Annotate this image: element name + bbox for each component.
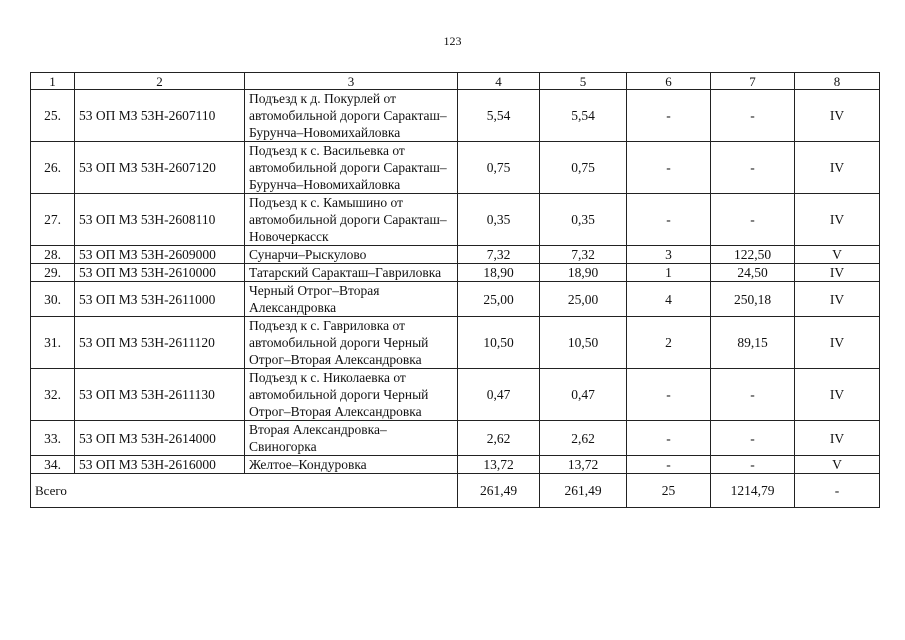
row-number: 26. [31,142,75,194]
table-row [31,246,880,264]
header-cell: 3 [245,73,458,90]
col5-value: 5,54 [540,90,627,142]
table-row [31,369,880,421]
col4-value: 0,75 [458,142,540,194]
col5-value: 13,72 [540,456,627,474]
col8-value: IV [795,142,880,194]
col6-value: - [627,194,711,246]
col6-value: 3 [627,246,711,264]
road-name: Вторая Александровка–Свиногорка [245,421,458,456]
col6-value: 4 [627,282,711,317]
row-number: 25. [31,90,75,142]
col6-value: 2 [627,317,711,369]
road-code: 53 ОП МЗ 53Н-2610000 [75,264,245,282]
header-cell: 6 [627,73,711,90]
col5-value: 0,75 [540,142,627,194]
col7-value: 250,18 [711,282,795,317]
col7-value: - [711,194,795,246]
col6-value: - [627,456,711,474]
table-row [31,317,880,369]
col7-value: - [711,90,795,142]
row-number: 28. [31,246,75,264]
total-col6: 25 [627,474,711,508]
col5-value: 25,00 [540,282,627,317]
col4-value: 18,90 [458,264,540,282]
road-name: Черный Отрог–Вторая Александровка [245,282,458,317]
col5-value: 0,47 [540,369,627,421]
col8-value: IV [795,369,880,421]
road-code: 53 ОП МЗ 53Н-2616000 [75,456,245,474]
total-col8: - [795,474,880,508]
total-row [31,474,880,508]
col4-value: 0,47 [458,369,540,421]
total-label: Всего [31,474,458,508]
col5-value: 18,90 [540,264,627,282]
col7-value: 122,50 [711,246,795,264]
col7-value: - [711,456,795,474]
road-code: 53 ОП МЗ 53Н-2607120 [75,142,245,194]
col4-value: 2,62 [458,421,540,456]
row-number: 34. [31,456,75,474]
table-row [31,456,880,474]
header-row [31,73,880,90]
col6-value: - [627,142,711,194]
col4-value: 7,32 [458,246,540,264]
table-row [31,282,880,317]
row-number: 27. [31,194,75,246]
road-name: Подъезд к с. Васильевка от автомобильной дороги Саракташ–Бурунча–Новомихайловка [245,142,458,194]
road-code: 53 ОП МЗ 53Н-2609000 [75,246,245,264]
road-code: 53 ОП МЗ 53Н-2614000 [75,421,245,456]
col6-value: 1 [627,264,711,282]
table-row [31,194,880,246]
col7-value: 89,15 [711,317,795,369]
row-number: 30. [31,282,75,317]
road-code: 53 ОП МЗ 53Н-2611000 [75,282,245,317]
road-code: 53 ОП МЗ 53Н-2611120 [75,317,245,369]
row-number: 29. [31,264,75,282]
col8-value: V [795,456,880,474]
col8-value: IV [795,421,880,456]
col7-value: - [711,421,795,456]
road-code: 53 ОП МЗ 53Н-2608110 [75,194,245,246]
col7-value: 24,50 [711,264,795,282]
header-cell: 8 [795,73,880,90]
header-cell: 4 [458,73,540,90]
road-code: 53 ОП МЗ 53Н-2611130 [75,369,245,421]
col8-value: IV [795,194,880,246]
road-code: 53 ОП МЗ 53Н-2607110 [75,90,245,142]
table-row [31,421,880,456]
col5-value: 10,50 [540,317,627,369]
row-number: 32. [31,369,75,421]
page-number: 123 [443,34,462,48]
header-cell: 5 [540,73,627,90]
header-cell: 2 [75,73,245,90]
col4-value: 10,50 [458,317,540,369]
col6-value: - [627,421,711,456]
col8-value: IV [795,317,880,369]
col5-value: 2,62 [540,421,627,456]
col6-value: - [627,369,711,421]
row-number: 31. [31,317,75,369]
road-name: Подъезд к с. Николаевка от автомобильной дороги Черный Отрог–Вторая Александровка [245,369,458,421]
total-col4: 261,49 [458,474,540,508]
road-name: Татарский Саракташ–Гавриловка [245,264,458,282]
total-col7: 1214,79 [711,474,795,508]
row-number: 33. [31,421,75,456]
table-row [31,90,880,142]
road-name: Подъезд к с. Гавриловка от автомобильной дороги Черный Отрог–Вторая Александровка [245,317,458,369]
col8-value: V [795,246,880,264]
road-name: Подъезд к с. Камышино от автомобильной дороги Саракташ–Новочеркасск [245,194,458,246]
col8-value: IV [795,90,880,142]
col4-value: 13,72 [458,456,540,474]
col7-value: - [711,369,795,421]
header-cell: 1 [31,73,75,90]
col4-value: 25,00 [458,282,540,317]
table-row [31,142,880,194]
col5-value: 0,35 [540,194,627,246]
col5-value: 7,32 [540,246,627,264]
road-name: Подъезд к д. Покурлей от автомобильной дороги Саракташ–Бурунча–Новомихайловка [245,90,458,142]
col8-value: IV [795,264,880,282]
col4-value: 0,35 [458,194,540,246]
col6-value: - [627,90,711,142]
header-cell: 7 [711,73,795,90]
col4-value: 5,54 [458,90,540,142]
col8-value: IV [795,282,880,317]
total-col5: 261,49 [540,474,627,508]
road-name: Сунарчи–Рыскулово [245,246,458,264]
roads-table [30,72,880,508]
col7-value: - [711,142,795,194]
table-body [31,90,880,508]
table-row [31,264,880,282]
road-name: Желтое–Кондуровка [245,456,458,474]
